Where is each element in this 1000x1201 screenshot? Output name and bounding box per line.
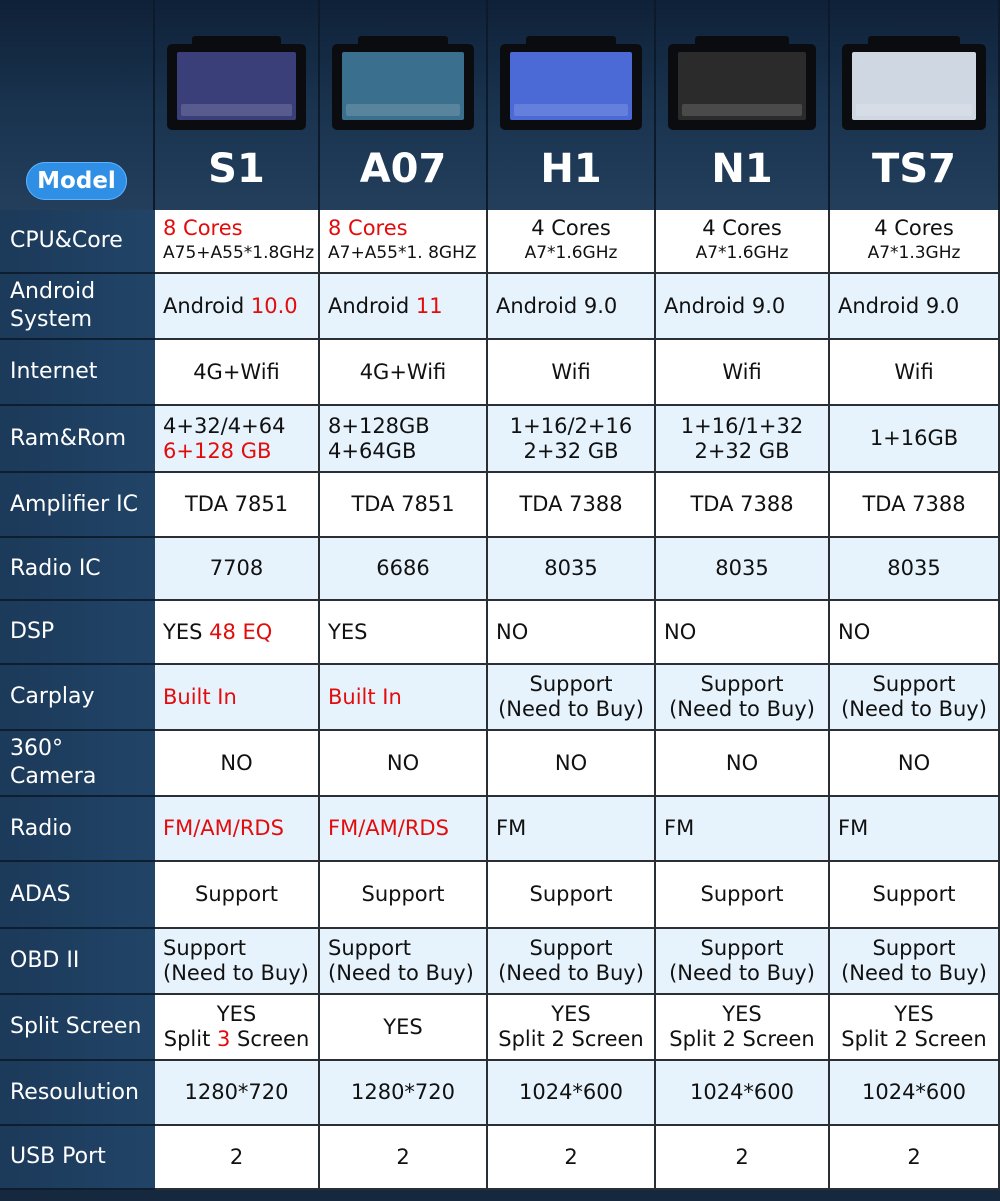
table-cell: [320, 731, 488, 797]
table-cell: [830, 601, 1000, 665]
table-cell: [155, 995, 320, 1061]
cell-line-2: (Need to Buy): [498, 961, 644, 985]
cell-text: Android: [163, 293, 251, 318]
cell-text: 2: [907, 1144, 921, 1169]
table-cell: [830, 406, 1000, 473]
cell-highlight: FM/AM/RDS: [163, 816, 284, 840]
table-cell: [488, 406, 656, 473]
table-cell: [155, 797, 320, 862]
model-name: TS7: [872, 146, 956, 192]
cell-line: [163, 685, 318, 710]
cell-line-2: (Need to Buy): [669, 961, 815, 985]
table-cell: [656, 797, 830, 862]
cell-highlight: 3: [217, 1027, 231, 1051]
row-label: OBD II: [0, 929, 155, 995]
cell-highlight: 10.0: [250, 293, 298, 318]
cell-text: 2: [735, 1144, 749, 1169]
car-stereo-image: [664, 36, 820, 130]
table-cell: [488, 731, 656, 797]
cell-text: 1280*720: [350, 1080, 456, 1104]
model-header-n1: [656, 0, 830, 210]
cell-text: Support: [361, 882, 445, 906]
cell-line-1: 4 Cores: [531, 216, 611, 240]
car-stereo-image: [163, 36, 310, 130]
table-cell: [488, 473, 656, 538]
cell-line-2: 2+32 GB: [523, 438, 619, 463]
table-cell: [656, 1126, 830, 1190]
table-cell: [830, 731, 1000, 797]
cell-line: [328, 294, 486, 319]
cell-line: [664, 294, 828, 319]
table-cell: [488, 929, 656, 995]
cell-text: Wifi: [894, 359, 934, 384]
cell-text: 1280*720: [184, 1080, 289, 1104]
cell-line-1: Support: [328, 936, 412, 960]
table-cell: [155, 601, 320, 665]
cell-text: Split: [163, 1027, 217, 1051]
cell-line-1: YES: [383, 1014, 423, 1039]
row-label: Internet: [0, 340, 155, 406]
cell-line: [664, 620, 828, 645]
cell-text: NO: [897, 750, 931, 775]
cell-text: NO: [220, 750, 253, 775]
row-label: ADAS: [0, 862, 155, 929]
cell-line-1: 8 Cores: [328, 216, 408, 240]
table-cell: [656, 274, 830, 340]
cell-text: Support: [194, 882, 278, 906]
cell-text: Support: [529, 882, 613, 906]
cell-highlight: FM/AM/RDS: [328, 816, 449, 840]
table-cell: [656, 340, 830, 406]
table-cell: [155, 340, 320, 406]
table-cell: [320, 1126, 488, 1190]
cell-line: [328, 685, 486, 710]
table-cell: [155, 731, 320, 797]
table-cell: [320, 340, 488, 406]
table-cell: [320, 274, 488, 340]
table-cell: [656, 929, 830, 995]
cell-text: YES: [328, 619, 368, 644]
table-cell: [155, 274, 320, 340]
row-label: Radio IC: [0, 538, 155, 601]
cell-line: [328, 816, 486, 841]
table-cell: [320, 797, 488, 862]
table-cell: [320, 995, 488, 1061]
cell-line-2: [498, 1027, 643, 1052]
row-label: Radio: [0, 797, 155, 862]
model-header-ts7: [830, 0, 1000, 210]
table-cell: [155, 862, 320, 929]
cell-line-2: A7*1.6GHz: [524, 243, 618, 263]
table-cell: [830, 274, 1000, 340]
cell-line-1: Support: [872, 936, 956, 960]
table-cell: [320, 601, 488, 665]
cell-line-1: 1+16/2+16: [509, 413, 633, 438]
cell-text: 2: [564, 1144, 578, 1169]
cell-line-1: YES: [894, 1002, 934, 1026]
model-name: H1: [540, 146, 602, 192]
table-cell: [656, 210, 830, 274]
cell-text: Split 2 Screen: [669, 1027, 815, 1051]
table-cell: [830, 538, 1000, 601]
table-cell: [488, 538, 656, 601]
table-cell: [656, 473, 830, 538]
cell-text: 2: [396, 1144, 410, 1169]
cell-line: [838, 816, 998, 841]
cell-text: Android 9.0: [496, 293, 618, 318]
model-name: A07: [359, 146, 447, 192]
cell-text: TDA 7388: [690, 492, 794, 516]
cell-line-2: 2+32 GB: [694, 438, 790, 463]
cell-line-1: Support: [529, 936, 613, 960]
cell-text: FM: [664, 816, 695, 840]
table-cell: [656, 601, 830, 665]
cell-text: Split 2 Screen: [498, 1027, 644, 1051]
cell-highlight: Built In: [163, 684, 237, 709]
cell-text: Support: [872, 882, 956, 906]
cell-line: [163, 294, 318, 319]
cell-text: 4G+Wifi: [359, 359, 447, 384]
cell-line-1: YES: [551, 1002, 591, 1026]
cell-text: 1024*600: [689, 1080, 795, 1104]
table-cell: [830, 862, 1000, 929]
table-cell: [830, 797, 1000, 862]
header-label-cell: [0, 0, 155, 210]
row-label: Carplay: [0, 665, 155, 731]
row-label: Amplifier IC: [0, 473, 155, 538]
table-cell: [656, 995, 830, 1061]
table-cell: [488, 274, 656, 340]
table-cell: [155, 1061, 320, 1126]
cell-line-2: [164, 1027, 310, 1052]
table-cell: [320, 406, 488, 473]
cell-line-2: [669, 1027, 814, 1052]
cell-line-1: YES: [216, 1002, 257, 1026]
cell-text: Wifi: [722, 359, 762, 384]
cell-text: FM: [496, 816, 527, 840]
cell-highlight: Built In: [328, 684, 402, 709]
cell-line: [496, 816, 654, 841]
cell-text: 8035: [715, 556, 769, 580]
table-cell: [656, 1061, 830, 1126]
row-label: USB Port: [0, 1126, 155, 1190]
table-cell: [830, 340, 1000, 406]
cell-line-1: 1+16GB: [869, 426, 959, 450]
cell-text: Screen: [230, 1027, 310, 1051]
cell-highlight: 11: [415, 293, 443, 318]
table-cell: [488, 665, 656, 731]
cell-line-1: 8 Cores: [163, 216, 243, 240]
cell-text: Split 2 Screen: [841, 1027, 987, 1051]
cell-line-1: 4 Cores: [702, 216, 782, 240]
table-cell: [320, 210, 488, 274]
car-stereo-image: [496, 36, 646, 130]
cell-line-1: Support: [529, 672, 613, 696]
cell-line: [163, 816, 318, 841]
cell-text: NO: [664, 619, 697, 644]
cell-line: [496, 620, 654, 645]
table-cell: [155, 929, 320, 995]
cell-line-1: Support: [163, 936, 247, 960]
cell-text: 1024*600: [518, 1080, 624, 1104]
table-cell: [488, 995, 656, 1061]
table-cell: [656, 731, 830, 797]
cell-text: NO: [554, 750, 588, 775]
row-label: Ram&Rom: [0, 406, 155, 473]
table-cell: [488, 601, 656, 665]
table-cell: [155, 473, 320, 538]
table-cell: [656, 862, 830, 929]
model-name: N1: [711, 146, 773, 192]
table-cell: [656, 538, 830, 601]
cell-line-1: Support: [700, 672, 784, 696]
cell-text: 6686: [376, 556, 430, 580]
cell-text: 8035: [544, 556, 598, 580]
table-cell: [320, 473, 488, 538]
table-cell: [488, 1061, 656, 1126]
cell-line-1: 1+16/1+32: [680, 413, 804, 438]
cell-line-1: 4+32/4+64: [163, 413, 286, 438]
cell-line-2: (Need to Buy): [163, 961, 309, 985]
row-label: Android System: [0, 274, 155, 340]
cell-highlight: 48 EQ: [209, 619, 273, 644]
row-label: 360° Camera: [0, 731, 155, 797]
table-cell: [320, 929, 488, 995]
table-cell: [320, 862, 488, 929]
cell-line-1: YES: [722, 1002, 762, 1026]
cell-text: Android 9.0: [664, 293, 786, 318]
cell-line-2: 4+64GB: [328, 438, 417, 463]
row-label: DSP: [0, 601, 155, 665]
table-cell: [830, 665, 1000, 731]
cell-text: NO: [386, 750, 420, 775]
cell-text: NO: [496, 619, 529, 644]
cell-line-2: (Need to Buy): [669, 697, 815, 721]
cell-line-1: Support: [872, 672, 956, 696]
cell-line-1: Support: [700, 936, 784, 960]
row-label: Resoulution: [0, 1061, 155, 1126]
table-cell: [488, 340, 656, 406]
table-cell: [155, 406, 320, 473]
cell-line: [163, 620, 318, 645]
cell-text: 4G+Wifi: [193, 359, 280, 384]
car-stereo-image: [328, 36, 478, 130]
cell-line-2: (Need to Buy): [841, 697, 987, 721]
table-cell: [830, 1061, 1000, 1126]
cell-line-2: A7*1.6GHz: [695, 243, 789, 263]
cell-text: Wifi: [551, 359, 591, 384]
car-stereo-image: [838, 36, 990, 130]
table-cell: [155, 210, 320, 274]
table-cell: [320, 538, 488, 601]
table-cell: [320, 665, 488, 731]
cell-line: [664, 816, 828, 841]
cell-text: Android 9.0: [838, 293, 960, 318]
cell-line-1: 4 Cores: [874, 216, 954, 240]
table-cell: [830, 1126, 1000, 1190]
cell-text: Android: [328, 293, 416, 318]
cell-line: [328, 620, 486, 645]
table-cell: [656, 406, 830, 473]
table-cell: [830, 929, 1000, 995]
table-cell: [488, 1126, 656, 1190]
table-cell: [488, 862, 656, 929]
cell-text: TDA 7388: [519, 492, 623, 516]
table-cell: [830, 995, 1000, 1061]
cell-line: [496, 294, 654, 319]
cell-line-2: (Need to Buy): [328, 961, 474, 985]
model-header-s1: [155, 0, 320, 210]
cell-line-2: A7+A55*1. 8GHZ: [328, 243, 477, 263]
table-cell: [155, 1126, 320, 1190]
table-cell: [488, 797, 656, 862]
cell-line: [838, 294, 998, 319]
cell-text: NO: [838, 619, 871, 644]
cell-line-2: (Need to Buy): [498, 697, 644, 721]
cell-line-2: A75+A55*1.8GHz: [163, 243, 315, 263]
table-cell: [488, 210, 656, 274]
model-header-h1: [488, 0, 656, 210]
cell-text: YES: [163, 619, 210, 644]
model-badge: Model: [26, 162, 127, 200]
cell-line-2: [841, 1027, 986, 1052]
cell-text: 1024*600: [861, 1080, 967, 1104]
cell-line-2: (Need to Buy): [841, 961, 987, 985]
row-label: Split Screen: [0, 995, 155, 1061]
cell-text: NO: [725, 750, 759, 775]
cell-text: 2: [229, 1144, 244, 1169]
table-cell: [320, 1061, 488, 1126]
cell-text: TDA 7388: [862, 492, 966, 516]
table-cell: [656, 665, 830, 731]
model-name: S1: [208, 146, 265, 192]
table-cell: [830, 473, 1000, 538]
cell-line-2: A7*1.3GHz: [867, 243, 961, 263]
cell-line-2: 6+128 GB: [163, 438, 272, 463]
cell-text: TDA 7851: [184, 492, 289, 516]
cell-text: 8035: [887, 556, 941, 580]
table-cell: [830, 210, 1000, 274]
cell-text: Support: [700, 882, 784, 906]
model-header-a07: [320, 0, 488, 210]
cell-text: FM: [838, 816, 869, 840]
cell-text: TDA 7851: [351, 492, 455, 516]
cell-line-1: 8+128GB: [328, 413, 430, 438]
cell-text: 7708: [209, 556, 264, 580]
table-cell: [155, 665, 320, 731]
row-label: CPU&Core: [0, 210, 155, 274]
cell-line: [838, 620, 998, 645]
table-cell: [155, 538, 320, 601]
